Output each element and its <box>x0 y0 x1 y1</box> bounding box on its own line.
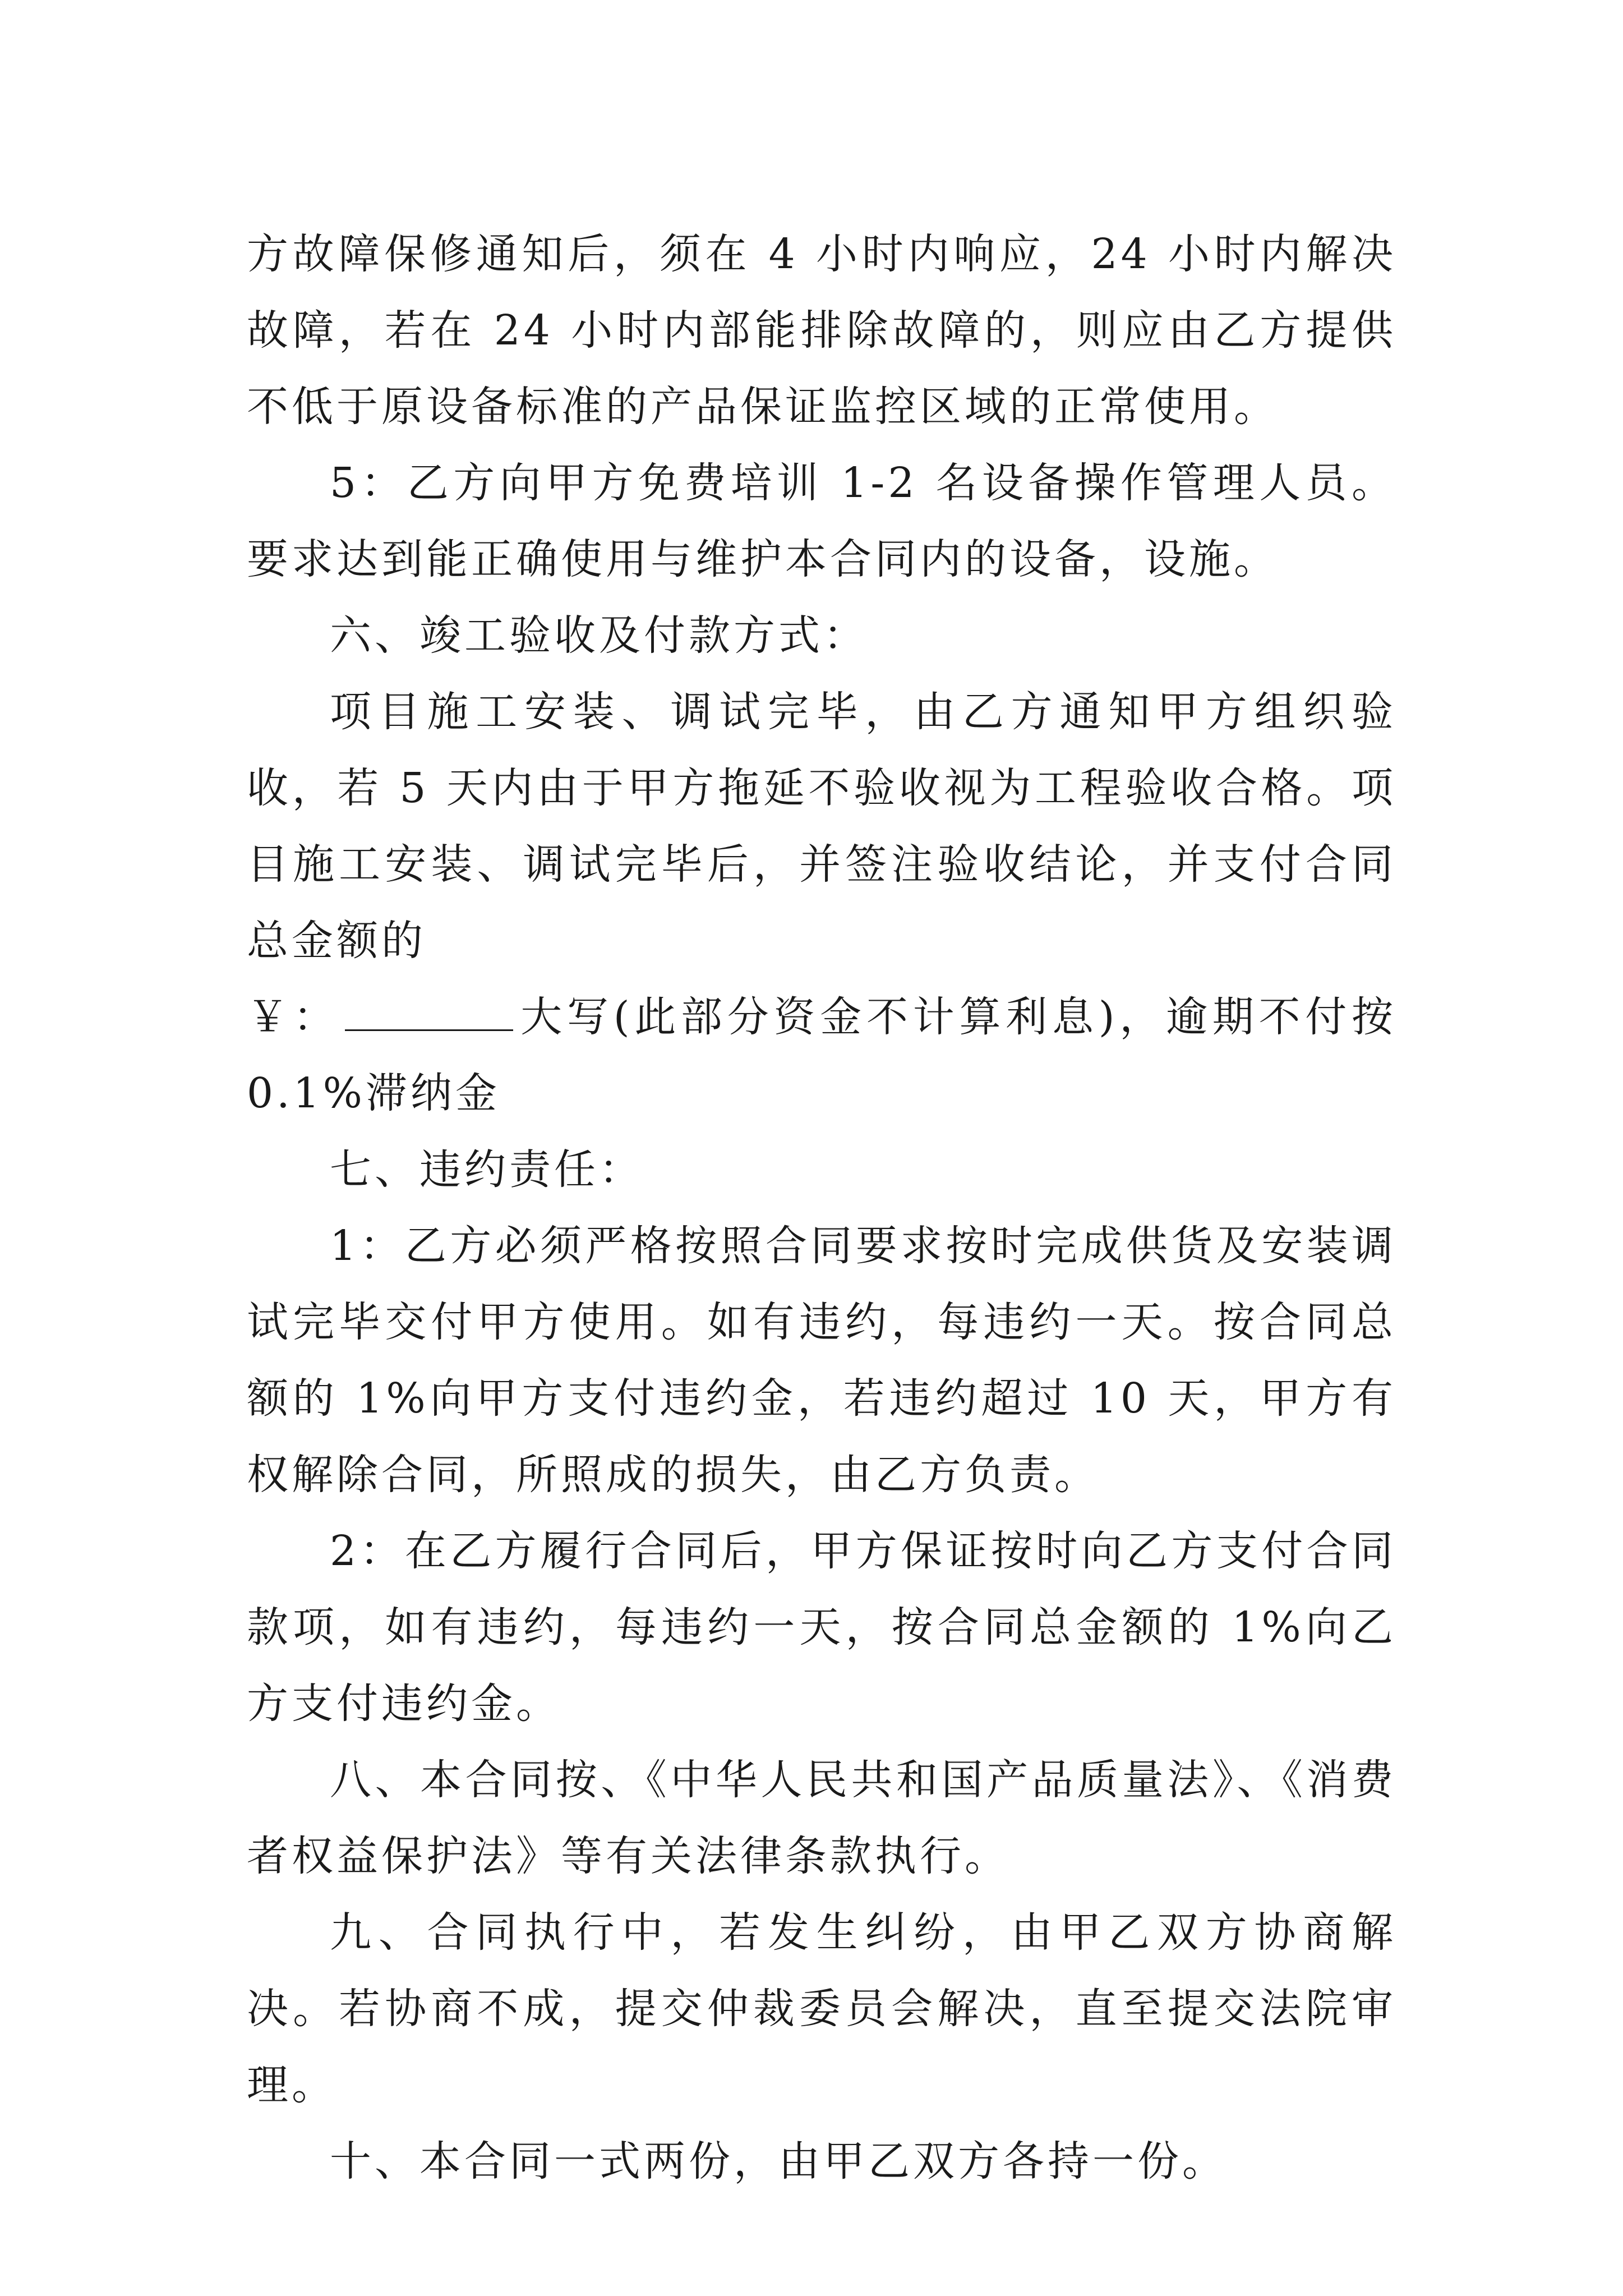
heading-liability: 七、违约责任： <box>330 1145 644 1194</box>
paragraph-applicable-law: 八、本合同按、《中华人民共和国产品质量法》、《消费者权益保护法》等有关法律条款执行。 <box>247 1756 1396 1880</box>
paragraph-dispute: 九、合同执行中，若发生纠纷，由甲乙双方协商解决。若协商不成，提交仲裁委员会解决，直至提交法院审理。 <box>247 1908 1396 2109</box>
paragraph-acceptance: 项目施工安装、调试完毕，由乙方通知甲方组织验收，若 5 天内由于甲方拖延不验收视为工程验收合格。项目施工安装、调试完毕后，并签注验收结论，并支付合同总金额的 <box>247 688 1396 965</box>
paragraph-liability-party-a: 2：在乙方履行合同后，甲方保证按时向乙方支付合同款项，如有违约，每违约一天，按合同总金额的 1%向乙方支付违约金。 <box>247 1527 1396 1728</box>
paragraph-liability-party-b: 1：乙方必须严格按照合同要求按时完成供货及安装调试完毕交付甲方使用。如有违约，每违约一天。按合同总额的 1%向甲方支付违约金，若违约超过 10 天，甲方有权解除合同，所照成的损失，由乙方负责。 <box>247 1222 1396 1499</box>
paragraph-payment-amount <box>247 979 1396 1131</box>
document-body <box>247 216 1396 2200</box>
paragraph-copies: 十、本合同一式两份，由甲乙双方各持一份。 <box>330 2137 1227 2185</box>
currency-label: ￥： <box>247 993 340 1041</box>
amount-blank-line <box>345 996 513 1031</box>
paragraph-training: 5：乙方向甲方免费培训 1-2 名设备操作管理人员。要求达到能正确使用与维护本合同内的设备，设施。 <box>247 459 1396 583</box>
payment-terms: 大写(此部分资金不计算利息)，逾期不付按 0.1%滞纳金 <box>247 993 1396 1117</box>
heading-acceptance-payment: 六、竣工验收及付款方式： <box>330 611 868 660</box>
paragraph-fault-repair: 方故障保修通知后，须在 4 小时内响应，24 小时内解决故障，若在 24 小时内部能排除故障的，则应由乙方提供不低于原设备标准的产品保证监控区域的正常使用。 <box>247 230 1396 431</box>
